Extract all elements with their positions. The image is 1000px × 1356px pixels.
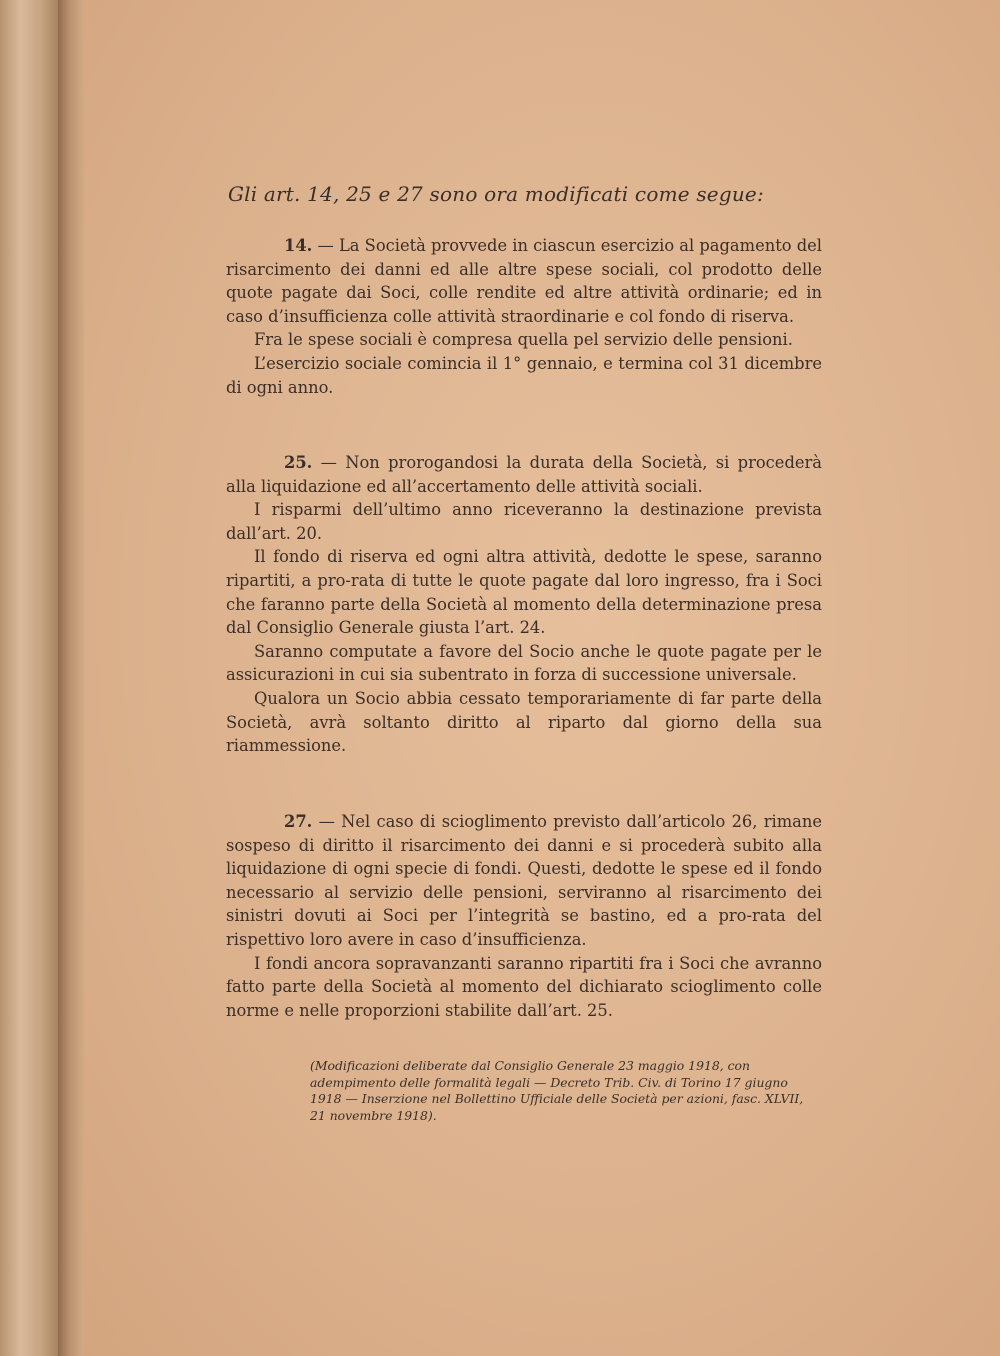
article-25-paragraph-1: [226, 451, 822, 498]
article-25-paragraph-3: Il fondo di riserva ed ogni altra attività, dedotte le spese, saranno ripartiti, a pro-rata di tutte le quote pagate dal loro ingresso, fra i Soci che faranno parte della Società al momento della determinazione presa dal Consiglio Generale giusta l’art. 24.: [226, 547, 822, 638]
article-25-paragraph-5: Qualora un Socio abbia cessato temporariamente di far parte della Società, avrà soltanto diritto al riparto dal giorno della sua riammessione.: [226, 688, 822, 756]
article-14-paragraph-1: [226, 234, 822, 328]
article-25: [226, 451, 822, 758]
article-14-text-1: — La Società provvede in ciascun esercizio al pagamento del risarcimento dei danni ed alle altre spese sociali, col prodotto delle quote pagate dai Soci, colle rendite ed altre attività ordinarie; ed in caso d’insufficienza colle attività straordinarie e col fondo di riserva.: [226, 236, 822, 326]
article-14-paragraph-2: Fra le spese sociali è compresa quella pel servizio delle pensioni.: [254, 330, 793, 350]
footnote: (Modificazioni deliberate dal Consiglio Generale 23 maggio 1918, con adempimento delle formalità legali — Decreto Trib. Civ. di Torino 17 giugno 1918 — Inserzione nel Bollettino Ufficiale delle Società per azioni, fasc. XLVII, 21 novembre 1918).: [310, 1058, 804, 1123]
article-14: [226, 234, 822, 399]
article-25-text-1: — Non prorogandosi la durata della Società, si procederà alla liquidazione ed all’accertamento delle attività sociali.: [226, 453, 822, 496]
article-25-number: 25.: [284, 453, 313, 472]
article-27-paragraph-2: I fondi ancora sopravanzanti saranno ripartiti fra i Soci che avranno fatto parte della Società al momento del dichiarato scioglimento colle norme e nelle proporzioni stabilite dall’art. 25.: [226, 953, 822, 1020]
article-14-number: 14.: [284, 236, 313, 255]
adjacent-page-edge: [0, 0, 58, 1356]
article-27-number: 27.: [284, 812, 313, 831]
page-heading: Gli art. 14, 25 e 27 sono ora modificati come segue:: [228, 182, 764, 206]
article-27-text-1: — Nel caso di scioglimento previsto dall’articolo 26, rimane sospeso di diritto il risarcimento dei danni e si procederà subito alla liquidazione di ogni specie di fondi. Questi, dedotte le spese ed il fondo necessario al servizio delle pensioni, serviranno al risarcimento dei sinistri dovuti ai Soci per l’integrità se bastino, ed a pro-rata del rispettivo loro avere in caso d’insufficienza.: [226, 812, 822, 949]
article-27-paragraph-1: [226, 810, 822, 952]
article-14-paragraph-3: L’esercizio sociale comincia il 1° gennaio, e termina col 31 dicembre di ogni anno.: [226, 353, 822, 397]
article-25-paragraph-4: Saranno computate a favore del Socio anche le quote pagate per le assicurazioni in cui sia subentrato in forza di successione universale.: [226, 641, 822, 685]
article-27: [226, 810, 822, 1022]
article-25-paragraph-2: I risparmi dell’ultimo anno riceveranno la destinazione prevista dall’art. 20.: [226, 500, 822, 543]
book-spine: [58, 0, 84, 1356]
